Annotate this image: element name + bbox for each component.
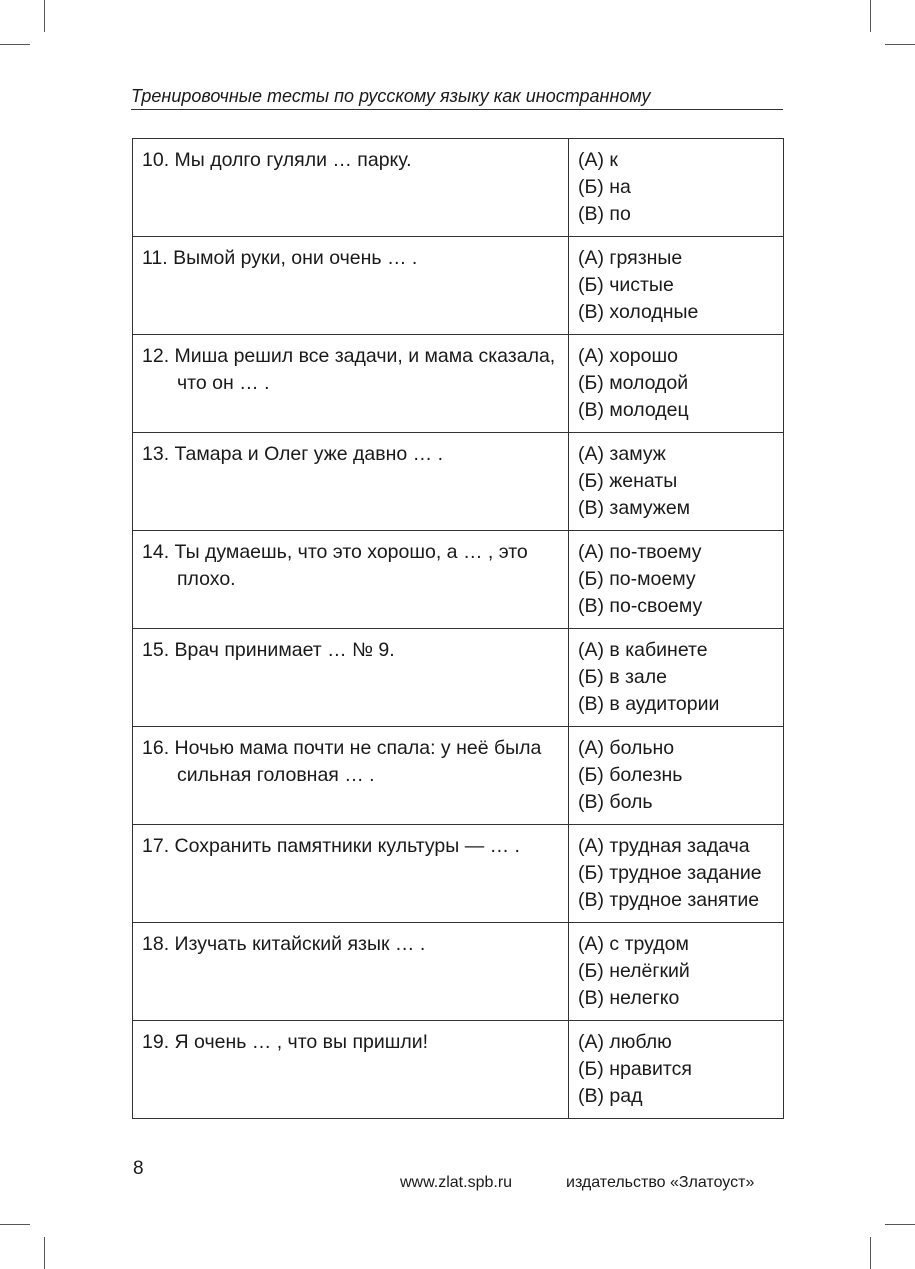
- answer-option: (В) замужем: [578, 497, 691, 519]
- question-cell: [133, 629, 569, 727]
- answer-option: (В) рад: [578, 1085, 643, 1107]
- answer-option: (А) в кабинете: [578, 639, 708, 661]
- answer-option: (Б) нравится: [578, 1058, 692, 1080]
- answer-option: (В) нелегко: [578, 987, 680, 1009]
- answer-option: (А) к: [578, 149, 618, 171]
- answer-option: (В) молодец: [578, 399, 689, 421]
- table-row: [133, 825, 784, 923]
- options-cell: [569, 629, 784, 727]
- answer-option: (А) грязные: [578, 247, 683, 269]
- answer-option: (А) с трудом: [578, 933, 689, 955]
- crop-mark: [44, 0, 45, 32]
- answer-option: (А) хорошо: [578, 345, 678, 367]
- answer-option: (А) трудная задача: [578, 835, 750, 857]
- answer-option: (В) в аудитории: [578, 693, 720, 715]
- answer-option: (Б) по-моему: [578, 568, 696, 590]
- table-row: [133, 237, 784, 335]
- question-text: 17. Сохранить памятники культуры — … .: [142, 835, 520, 857]
- answer-option: (Б) нелёгкий: [578, 960, 690, 982]
- options-cell: [569, 825, 784, 923]
- crop-mark: [885, 1224, 915, 1225]
- question-cell: [133, 727, 569, 825]
- table-row: [133, 1021, 784, 1119]
- crop-mark: [0, 44, 30, 45]
- question-cell: [133, 1021, 569, 1119]
- question-cell: [133, 531, 569, 629]
- options-cell: [569, 237, 784, 335]
- question-text: 13. Тамара и Олег уже давно … .: [142, 443, 444, 465]
- answer-option: (В) по: [578, 203, 631, 225]
- table-row: [133, 531, 784, 629]
- question-text: 12. Миша решил все задачи, и мама сказала, что он … .: [142, 345, 556, 394]
- question-text: 10. Мы долго гуляли … парку.: [142, 149, 412, 171]
- table-row: [133, 335, 784, 433]
- answer-option: (В) боль: [578, 791, 653, 813]
- crop-mark: [44, 1237, 45, 1269]
- answer-option: (В) холодные: [578, 301, 699, 323]
- answer-option: (Б) молодой: [578, 372, 689, 394]
- running-header: Тренировочные тесты по русскому языку как иностранному: [131, 85, 783, 110]
- answer-option: (А) люблю: [578, 1031, 672, 1053]
- table-row: [133, 727, 784, 825]
- question-cell: [133, 433, 569, 531]
- footer-website: www.zlat.spb.ru: [400, 1174, 513, 1191]
- answer-option: (А) по-твоему: [578, 541, 702, 563]
- question-text: 15. Врач принимает … № 9.: [142, 639, 395, 661]
- table-row: [133, 433, 784, 531]
- question-text: 16. Ночью мама почти не спала: у неё была сильная головная … .: [142, 737, 542, 786]
- options-cell: [569, 433, 784, 531]
- answer-option: (Б) чистые: [578, 274, 674, 296]
- answer-option: (Б) на: [578, 176, 631, 198]
- table-row: [133, 629, 784, 727]
- crop-mark: [870, 0, 871, 32]
- options-cell: [569, 139, 784, 237]
- test-table: [132, 138, 784, 1119]
- question-text: 14. Ты думаешь, что это хорошо, а … , это плохо.: [142, 541, 528, 590]
- question-text: 11. Вымой руки, они очень … .: [142, 247, 418, 269]
- question-cell: [133, 923, 569, 1021]
- answer-option: (А) больно: [578, 737, 675, 759]
- question-cell: [133, 237, 569, 335]
- options-cell: [569, 923, 784, 1021]
- table-row: [133, 923, 784, 1021]
- answer-option: (Б) болезнь: [578, 764, 683, 786]
- page-number: 8: [133, 1158, 144, 1179]
- answer-option: (В) по-своему: [578, 595, 703, 617]
- table-row: [133, 139, 784, 237]
- options-cell: [569, 531, 784, 629]
- answer-option: (Б) женаты: [578, 470, 678, 492]
- answer-option: (Б) трудное задание: [578, 862, 762, 884]
- question-cell: [133, 335, 569, 433]
- answer-option: (А) замуж: [578, 443, 666, 465]
- answer-option: (В) трудное занятие: [578, 889, 760, 911]
- footer-publisher: издательство «Златоуст»: [566, 1174, 755, 1191]
- question-cell: [133, 825, 569, 923]
- options-cell: [569, 727, 784, 825]
- options-cell: [569, 335, 784, 433]
- question-text: 18. Изучать китайский язык … .: [142, 933, 426, 955]
- crop-mark: [885, 44, 915, 45]
- question-text: 19. Я очень … , что вы пришли!: [142, 1031, 429, 1053]
- crop-mark: [0, 1224, 30, 1225]
- options-cell: [569, 1021, 784, 1119]
- answer-option: (Б) в зале: [578, 666, 667, 688]
- test-table-body: [133, 139, 784, 1119]
- question-cell: [133, 139, 569, 237]
- crop-mark: [870, 1237, 871, 1269]
